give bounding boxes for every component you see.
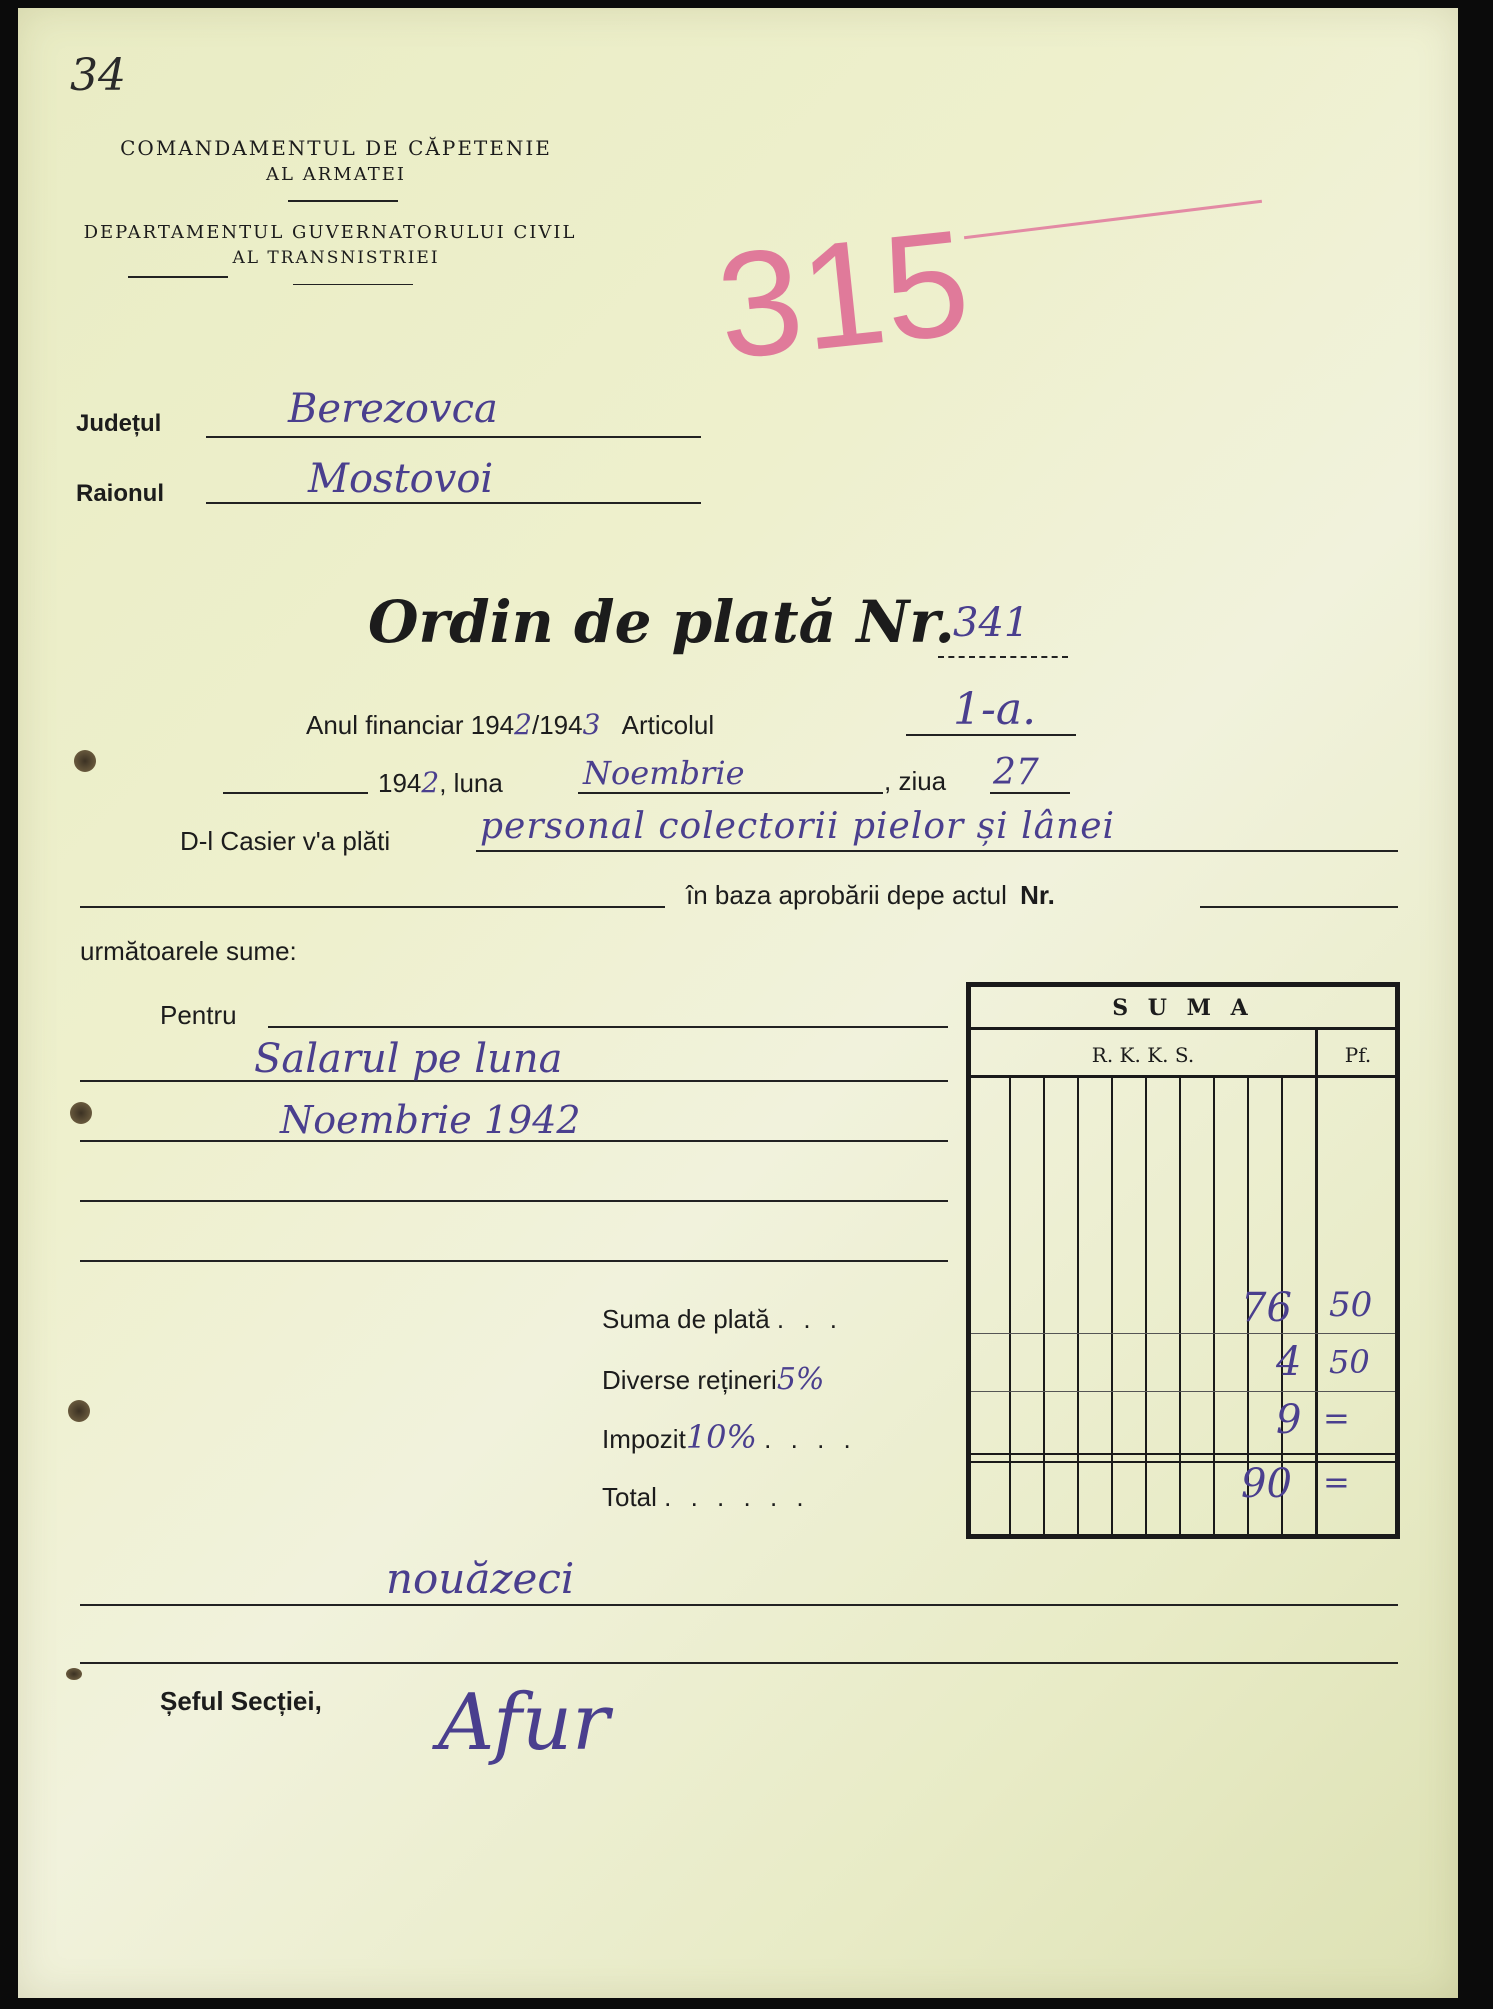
table-pf-divider: [1315, 1027, 1318, 1534]
anul-financiar-row: [306, 708, 714, 741]
pentru-line-0: [268, 1026, 948, 1028]
header-divider: [288, 200, 398, 202]
anul-label: Anul financiar 194: [306, 710, 515, 740]
pentru-line-4: [80, 1260, 948, 1262]
baza-label: [686, 880, 1055, 911]
table-suma-header: S U M A: [1112, 995, 1254, 1021]
pentru-line-3: [80, 1200, 948, 1202]
row-label-suma: Suma de plată . . .: [602, 1304, 844, 1334]
baza-text: în baza aprobării depe actul: [686, 880, 1007, 910]
punch-hole-1: [74, 750, 96, 772]
amount-suma: 76: [1241, 1285, 1292, 1331]
amount-impozit-pf: =: [1323, 1399, 1350, 1437]
title-text: Ordin de plată Nr.: [368, 588, 955, 656]
row-label-retineri: Diverse rețineri5%: [602, 1362, 825, 1397]
baza-nr: Nr.: [1020, 880, 1055, 910]
date-row: [378, 766, 503, 799]
date-year-prefix: 194: [378, 768, 422, 798]
words-line-1: [80, 1604, 1398, 1606]
articol-value: 1-a.: [953, 684, 1037, 735]
casier-value: personal colectorii pielor și lânei: [480, 806, 1116, 847]
header-line-4: AL TRANSNISTRIEI: [232, 248, 440, 268]
words-line-2: [80, 1662, 1398, 1664]
raionul-line: [206, 502, 701, 504]
year-b: 3: [582, 708, 601, 741]
date-day-line: [223, 792, 368, 794]
amount-impozit: 9: [1276, 1397, 1302, 1443]
amount-total-pf: =: [1323, 1463, 1350, 1501]
table-col-2: [1043, 1075, 1045, 1534]
baza-nr-line: [1200, 906, 1398, 908]
amount-retineri-pf: 50: [1329, 1343, 1370, 1381]
year-sep: /194: [531, 710, 583, 740]
table-rkks-header: R. K. K. S.: [1091, 1043, 1195, 1067]
judetul-label: Județul: [76, 410, 162, 437]
table-col-1: [1009, 1075, 1011, 1534]
table-pf-header: Pf.: [1344, 1043, 1372, 1067]
baza-left-line: [80, 906, 665, 908]
luna-value: Noembrie: [583, 754, 745, 792]
amount-total: 90: [1241, 1461, 1292, 1507]
header-underline: [128, 276, 228, 278]
table-col-6: [1179, 1075, 1181, 1534]
table-col-7: [1213, 1075, 1215, 1534]
punch-hole-3: [68, 1400, 90, 1422]
table-row-line-2: [971, 1391, 1395, 1392]
row-label-total: Total . . . . . .: [602, 1482, 810, 1512]
table-hline-1: [971, 1027, 1395, 1030]
pentru-text-1: Salarul pe luna: [254, 1036, 563, 1082]
table-col-5: [1145, 1075, 1147, 1534]
luna-line: [578, 792, 883, 794]
sum-in-words: nouăzeci: [386, 1554, 575, 1603]
header-line-3: DEPARTAMENTUL GUVERNATORULUI CIVIL: [83, 222, 577, 243]
table-row-line-1: [971, 1333, 1395, 1334]
punch-hole-2: [70, 1102, 92, 1124]
table-hline-2: [971, 1075, 1395, 1078]
casier-label: D-l Casier v'a plăti: [180, 826, 391, 856]
articol-label: Articolul: [621, 710, 715, 740]
table-col-3: [1077, 1075, 1079, 1534]
page-title: [368, 588, 955, 656]
amount-retineri: 4: [1276, 1339, 1302, 1385]
title-number-line: [938, 656, 1068, 658]
signature: Afur: [438, 1678, 610, 1768]
header-line-2: AL ARMATEI: [266, 164, 406, 185]
document-page: [18, 8, 1458, 1998]
raionul-value: Mostovoi: [308, 456, 494, 502]
header-line-1: COMANDAMENTUL DE CĂPETENIE: [120, 136, 552, 160]
pentru-text-2: Noembrie 1942: [280, 1098, 581, 1142]
casier-line: [476, 850, 1398, 852]
ziua-label: , ziua: [884, 766, 947, 796]
red-registry-number: 315: [709, 197, 977, 391]
corner-note: 34: [70, 50, 126, 101]
table-row-line-3: [971, 1453, 1395, 1455]
title-number: 341: [953, 600, 1030, 646]
table-col-4: [1111, 1075, 1113, 1534]
amount-table: [966, 982, 1400, 1539]
date-year-suffix: 2: [421, 766, 440, 799]
header-underline-2: [293, 284, 413, 285]
ziua-value: 27: [993, 752, 1039, 793]
sef-label: Șeful Secției,: [160, 1686, 322, 1716]
red-stroke: [964, 200, 1262, 240]
amount-suma-pf: 50: [1329, 1285, 1373, 1325]
raionul-label: Raionul: [76, 480, 164, 507]
judetul-line: [206, 436, 701, 438]
sume-label: următoarele sume:: [80, 936, 297, 966]
year-a: 2: [514, 708, 532, 741]
luna-label: , luna: [439, 768, 503, 798]
punch-hole-4: [66, 1668, 82, 1680]
row-label-impozit: Impozit10% . . . .: [602, 1418, 857, 1456]
judetul-value: Berezovca: [288, 386, 498, 432]
pentru-label: Pentru: [160, 1000, 237, 1030]
